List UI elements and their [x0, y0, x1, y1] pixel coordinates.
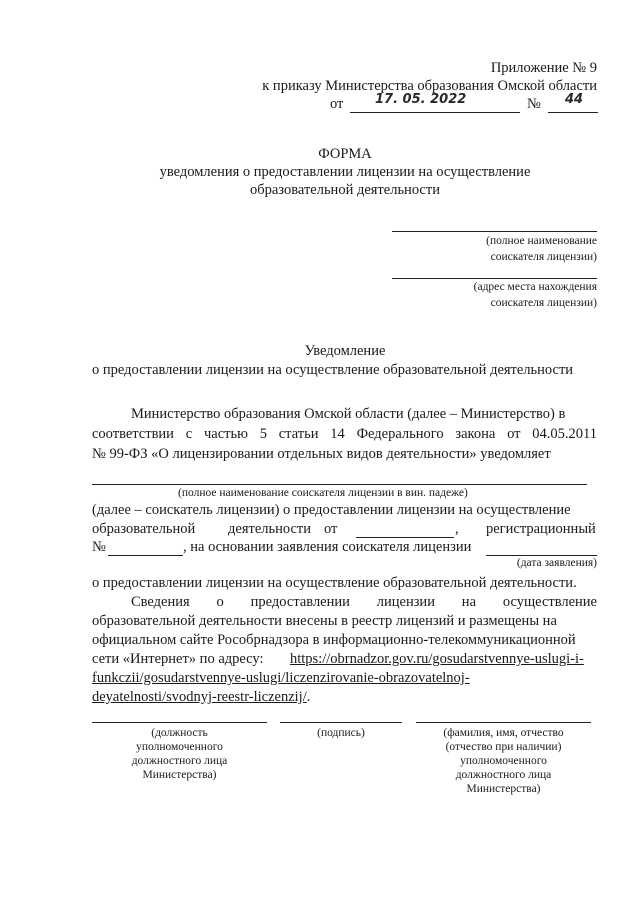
- p2-line1: (далее – соискатель лицензии) о предоставлении лицензии на осуществление: [92, 502, 571, 518]
- fullname-caption-line3: уполномоченного: [460, 755, 547, 767]
- notice-subtitle: о предоставлении лицензии на осуществление образовательной деятельности: [92, 362, 574, 378]
- order-reference: к приказу Министерства образования Омской области: [262, 78, 597, 94]
- form-title-line1: уведомления о предоставлении лицензии на осуществление: [159, 164, 531, 180]
- signature-line: [280, 722, 402, 723]
- position-line: [92, 722, 267, 723]
- p3-line4: сети «Интернет» по адресу:: [92, 651, 264, 667]
- p3-line2: образовательной деятельности внесены в реестр лицензий и размещены на: [92, 613, 557, 629]
- order-number-handwritten: 44: [565, 92, 584, 107]
- fullname-caption-line1: (фамилия, имя, отчество: [443, 727, 564, 739]
- registry-link-line3: [92, 689, 310, 706]
- applicant-name-caption2: соискателя лицензии): [490, 251, 597, 263]
- appendix-number: Приложение № 9: [490, 60, 597, 76]
- p2-line2-word1: образовательной: [92, 521, 196, 537]
- applicant-address-line: [392, 278, 597, 279]
- p2-line2-comma: ,: [455, 521, 459, 537]
- p2-line3-text: , на основании заявления соискателя лицензии: [183, 539, 472, 555]
- application-date-caption: (дата заявления): [516, 557, 597, 569]
- fullname-caption: [416, 727, 591, 795]
- p3-line3: официальном сайте Рособрнадзора в информационно-телекоммуникационной: [92, 632, 576, 648]
- p2-line2-word2: деятельности: [228, 521, 312, 537]
- p2-line4: о предоставлении лицензии на осуществление образовательной деятельности.: [92, 575, 577, 591]
- order-number-label: №: [527, 96, 541, 112]
- applicant-name-line: [392, 231, 597, 232]
- p1-line1: Министерство образования Омской области (далее – Министерство) в: [131, 406, 566, 422]
- p1-line3: № 99-ФЗ «О лицензировании отдельных видов деятельности» уведомляет: [92, 446, 551, 462]
- form-title-line2: образовательной деятельности: [250, 182, 440, 198]
- applicant-address-caption2: соискателя лицензии): [490, 297, 597, 309]
- registry-link-part1[interactable]: https://obrnadzor.gov.ru/gosudarstvennye-uslugi-i-: [290, 651, 584, 667]
- registry-link-part2[interactable]: funkczii/gosudarstvennye-uslugi/liczenzirovanie-obrazovatelnoj-: [92, 670, 470, 686]
- p2-line2-from: от: [324, 521, 338, 537]
- fullname-caption-line5: Министерства): [466, 783, 541, 795]
- p2-line2-reg: регистрационный: [486, 521, 596, 537]
- registry-link-part3[interactable]: deyatelnosti/svodnyj-reestr-liczenzij/: [92, 689, 307, 705]
- fullname-line: [416, 722, 591, 723]
- order-number-line: [548, 112, 598, 113]
- position-caption-line2: уполномоченного: [136, 741, 223, 753]
- position-caption-line1: (должность: [151, 727, 208, 739]
- applicant-name-accusative-line: [92, 484, 587, 485]
- position-caption: [92, 727, 267, 781]
- license-date-line: [356, 537, 454, 538]
- order-date-line: [350, 112, 520, 113]
- applicant-name-caption1: (полное наименование: [486, 235, 597, 247]
- notice-title: Уведомление: [304, 343, 386, 359]
- position-caption-line3: должностного лица: [131, 755, 228, 767]
- order-date-handwritten: 17. 05. 2022: [375, 92, 467, 107]
- reg-number-line: [108, 555, 183, 556]
- fullname-caption-line4: должностного лица: [455, 769, 552, 781]
- fullname-caption-line2: (отчество при наличии): [445, 741, 562, 753]
- order-date-label: от: [330, 96, 344, 112]
- applicant-name-accusative-caption: (полное наименование соискателя лицензии в вин. падеже): [178, 487, 468, 499]
- application-date-line: [486, 555, 597, 556]
- signature-caption: (подпись): [317, 727, 365, 739]
- form-title: ФОРМА: [318, 146, 372, 162]
- position-caption-line4: Министерства): [142, 769, 217, 781]
- p3-line1: Сведения о предоставлении лицензии на осуществление: [131, 594, 597, 610]
- p1-line2: соответствии с частью 5 статьи 14 Федерального закона от 04.05.2011: [92, 426, 597, 442]
- p2-line3-number-sign: №: [92, 539, 106, 555]
- registry-link-period: .: [306, 689, 311, 705]
- applicant-address-caption1: (адрес места нахождения: [473, 281, 597, 293]
